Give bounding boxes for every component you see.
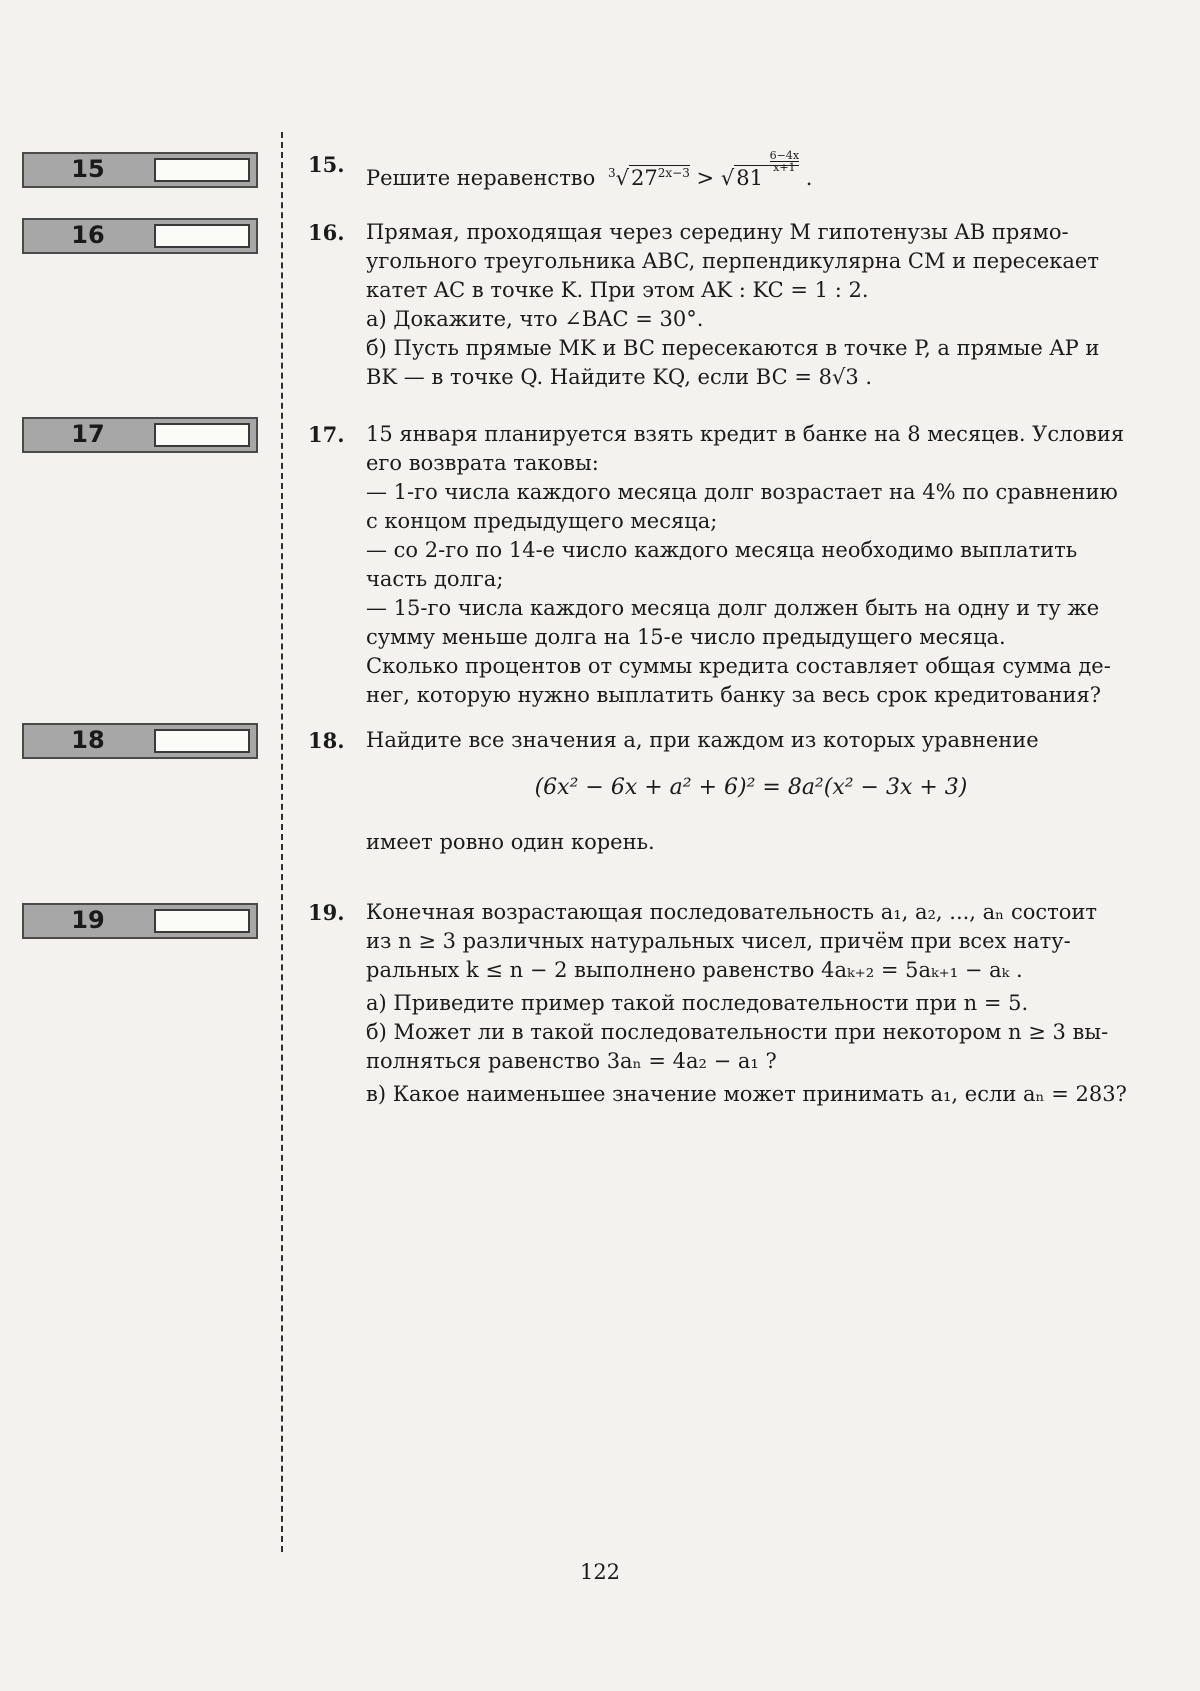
- answer-box-label: 17: [71, 420, 105, 448]
- exponent-1: 2x−3: [657, 166, 690, 180]
- cut-line: [281, 132, 283, 1552]
- task-19: [308, 898, 1136, 1109]
- text-line: — 15-го числа каждого месяца долг должен быть на одну и ту же: [366, 596, 1100, 620]
- task-18-equation: (6x² − 6x + a² + 6)² = 8a²(x² − 3x + 3): [534, 775, 968, 800]
- answer-box-19: [22, 903, 258, 939]
- task-number: 19.: [308, 900, 345, 925]
- text-line: — со 2-го по 14-е число каждого месяца необходимо выплатить: [366, 538, 1078, 562]
- root-sign-icon: √: [720, 166, 735, 190]
- base-1: 27: [631, 166, 658, 190]
- page-number: 122: [579, 1560, 621, 1584]
- text-line: ральных k ≤ n − 2 выполнено равенство 4aₖ₊₂ = 5aₖ₊₁ − aₖ .: [366, 958, 1023, 982]
- text-line: б) Пусть прямые MK и BC пересекаются в точке P, а прямые AP и: [366, 336, 1100, 360]
- task-number: 18.: [308, 728, 345, 753]
- text-line: BK — в точке Q. Найдите KQ, если BC = 8√3 .: [366, 365, 873, 389]
- text-line: 15 января планируется взять кредит в банке на 8 месяцев. Условия: [366, 422, 1125, 446]
- text-line: в) Какое наименьшее значение может принимать a₁, если aₙ = 283?: [366, 1082, 1127, 1106]
- text-line: угольного треугольника ABC, перпендикулярна CM и пересекает: [366, 249, 1099, 273]
- task-18-outro: имеет ровно один корень.: [366, 830, 655, 854]
- task-number: 17.: [308, 422, 345, 447]
- text-line: — 1-го числа каждого месяца долг возрастает на 4% по сравнению: [366, 480, 1118, 504]
- task-number: 16.: [308, 220, 345, 245]
- text-line: Конечная возрастающая последовательность a₁, a₂, ..., aₙ состоит: [366, 900, 1097, 924]
- text-line: б) Может ли в такой последовательности при некотором n ≥ 3 вы-: [366, 1020, 1109, 1044]
- text-line: а) Приведите пример такой последовательности при n = 5.: [366, 991, 1029, 1015]
- answer-field-16[interactable]: [154, 224, 250, 248]
- base-2: 81: [736, 166, 763, 190]
- text-line: полняться равенство 3aₙ = 4a₂ − a₁ ?: [366, 1049, 777, 1073]
- task-18-intro: Найдите все значения a, при каждом из которых уравнение: [366, 728, 1039, 752]
- answer-box-label: 18: [71, 726, 105, 754]
- answer-box-label: 19: [71, 906, 105, 934]
- answer-box-15: [22, 152, 258, 188]
- task-17: [308, 420, 1136, 710]
- task-number: 15.: [308, 152, 345, 177]
- text-line: Прямая, проходящая через середину M гипотенузы AB прямо-: [366, 220, 1069, 244]
- exponent-2-numerator: 6−4x: [769, 149, 800, 162]
- text-line: нег, которую нужно выплатить банку за весь срок кредитования?: [366, 683, 1102, 707]
- answer-field-19[interactable]: [154, 909, 250, 933]
- answer-box-label: 16: [71, 221, 105, 249]
- text-line: часть долга;: [366, 567, 504, 591]
- answer-box-17: [22, 417, 258, 453]
- answer-box-16: [22, 218, 258, 254]
- task-15: [308, 150, 1136, 193]
- task-18: [308, 726, 1136, 857]
- root-index: 3: [607, 166, 616, 180]
- answer-field-15[interactable]: [154, 158, 250, 182]
- task-15-end: .: [805, 166, 813, 190]
- answer-field-18[interactable]: [154, 729, 250, 753]
- text-line: из n ≥ 3 различных натуральных чисел, причём при всех нату-: [366, 929, 1071, 953]
- text-line: с концом предыдущего месяца;: [366, 509, 718, 533]
- text-line: Сколько процентов от суммы кредита составляет общая сумма де-: [366, 654, 1111, 678]
- text-line: катет AC в точке K. При этом AK : KC = 1 : 2.: [366, 278, 869, 302]
- text-line: а) Докажите, что ∠BAC = 30°.: [366, 307, 704, 331]
- exponent-2-denominator: x+1: [773, 161, 796, 174]
- relation: >: [696, 166, 715, 190]
- answer-box-label: 15: [71, 155, 105, 183]
- text-line: сумму меньше долга на 15-е число предыдущего месяца.: [366, 625, 1006, 649]
- text-line: его возврата таковы:: [366, 451, 599, 475]
- answer-box-18: [22, 723, 258, 759]
- task-15-text: Решите неравенство: [366, 166, 596, 190]
- answer-field-17[interactable]: [154, 423, 250, 447]
- root-sign-icon: √: [615, 166, 629, 190]
- task-16: [308, 218, 1136, 392]
